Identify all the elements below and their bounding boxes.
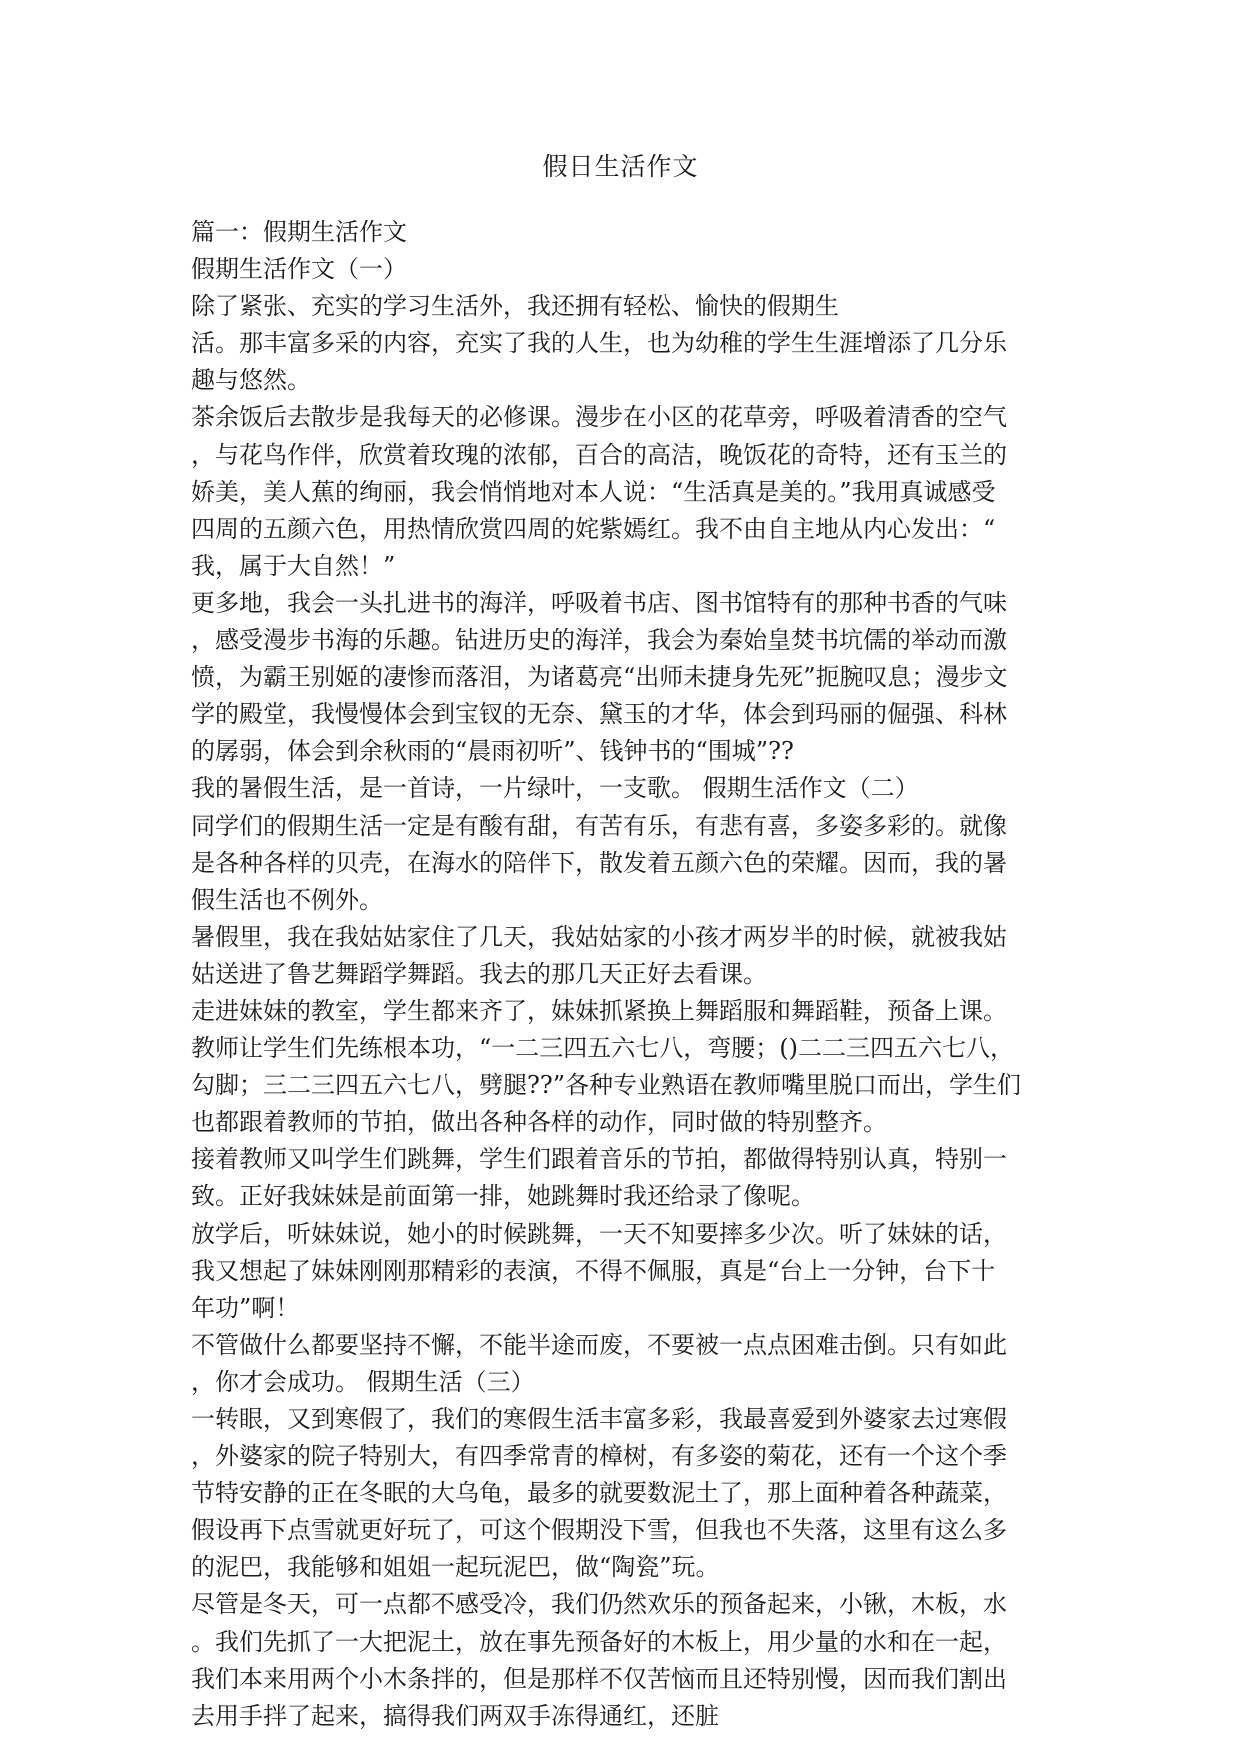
text-line: 除了紧张、充实的学习生活外，我还拥有轻松、愉快的假期生 [191,292,839,321]
text-line: 教师让学生们先练根本功，“一二三四五六七八，弯腰；()二二三四五六七八， [191,1034,1014,1063]
text-line: 我们本来用两个小木条拌的，但是那样不仅苦恼而且还特别慢，因而我们割出 [191,1664,1007,1693]
text-line: 的泥巴，我能够和姐姐一起玩泥巴，做“陶瓷”玩。 [191,1553,720,1582]
document-title: 假日生活作文 [542,152,699,181]
text-line: 年功”啊！ [191,1293,300,1322]
text-line: 是各种各样的贝壳，在海水的陪伴下，散发着五颜六色的荣耀。因而，我的暑 [191,848,1007,877]
text-line: 假期生活作文（一） [191,255,407,284]
text-line: 节特安静的正在冬眠的大乌龟，最多的就要数泥土了，那上面种着各种蔬菜， [191,1479,1007,1508]
text-line: 放学后，听妹妹说，她小的时候跳舞，一天不知要摔多少次。听了妹妹的话， [191,1219,1007,1248]
text-line: 活。那丰富多采的内容，充实了我的人生，也为幼稚的学生生涯增添了几分乐 [191,329,1007,358]
text-line: 不管做什么都要坚持不懈，不能半途而废，不要被一点点困难击倒。只有如此 [191,1330,1007,1359]
text-line: 勾脚；三二三四五六七八，劈腿??”各种专业熟语在教师嘴里脱口而出，学生们 [191,1071,1022,1100]
text-line: 暑假里，我在我姑姑家住了几天，我姑姑家的小孩才两岁半的时候，就被我姑 [191,922,1007,951]
text-line: 我，属于大自然！” [191,551,396,580]
text-line: 致。正好我妹妹是前面第一排，她跳舞时我还给录了像呢。 [191,1182,815,1211]
text-line: 一转眼，又到寒假了，我们的寒假生活丰富多彩，我最喜爱到外婆家去过寒假 [191,1405,1007,1433]
text-line: 接着教师又叫学生们跳舞，学生们跟着音乐的节拍，都做得特别认真，特别一 [191,1145,1007,1174]
text-line: 假设再下点雪就更好玩了，可这个假期没下雪，但我也不失落，这里有这么多 [191,1516,1007,1545]
text-line: 更多地，我会一头扎进书的海洋，呼吸着书店、图书馆特有的那种书香的气味 [191,588,1007,617]
text-line: ，你才会成功。 假期生活（三） [191,1367,535,1396]
text-line: 也都跟着教师的节拍，做出各种各样的动作，同时做的特别整齐。 [191,1108,887,1137]
text-line: 娇美，美人蕉的绚丽，我会悄悄地对本人说：“生活真是美的。”我用真诚感受 [191,477,996,506]
text-line: 篇一：假期生活作文 [191,218,407,246]
text-line: 我又想起了妹妹刚刚那精彩的表演，不得不佩服，真是“台上一分钟，台下十 [191,1256,996,1285]
text-line: 我的暑假生活，是一首诗，一片绿叶，一支歌。 假期生活作文（二） [191,774,919,803]
text-line: 尽管是冬天，可一点都不感受冷，我们仍然欢乐的预备起来，小锹，木板，水 [191,1590,1007,1619]
text-line: 四周的五颜六色，用热情欣赏四周的姹紫嫣红。我不由自主地从内心发出：“ [191,514,996,543]
text-line: ，感受漫步书海的乐趣。钻进历史的海洋，我会为秦始皇焚书坑儒的举动而激 [191,626,1007,655]
text-line: 同学们的假期生活一定是有酸有甜，有苦有乐，有悲有喜，多姿多彩的。就像 [191,811,1007,840]
text-line: 的孱弱，体会到余秋雨的“晨雨初听”、钱钟书的“围城”?? [191,737,794,766]
text-line: 趣与悠然。 [191,366,311,395]
text-line: 学的殿堂，我慢慢体会到宝钗的无奈、黛玉的才华，体会到玛丽的倔强、科林 [191,700,1007,729]
text-line: 假生活也不例外。 [191,885,383,914]
text-line: 去用手拌了起来，搞得我们两双手冻得通红，还脏 [191,1701,719,1730]
text-line: 。我们先抓了一大把泥土，放在事先预备好的木板上，用少量的水和在一起， [191,1627,1007,1656]
text-line: 姑送进了鲁艺舞蹈学舞蹈。我去的那几天正好去看课。 [191,959,767,988]
text-line: 愤，为霸王别姬的凄惨而落泪，为诸葛亮“出师未捷身先死”扼腕叹息；漫步文 [191,663,1008,692]
text-line: ，与花鸟作伴，欣赏着玫瑰的浓郁，百合的高洁，晚饭花的奇特，还有玉兰的 [191,440,1007,469]
text-line: 走进妹妹的教室，学生都来齐了，妹妹抓紧换上舞蹈服和舞蹈鞋，预备上课。 [191,996,1007,1025]
document-body [191,214,1051,1735]
text-line: 茶余饭后去散步是我每天的必修课。漫步在小区的花草旁，呼吸着清香的空气 [191,403,1007,432]
text-line: ，外婆家的院子特别大，有四季常青的樟树，有多姿的菊花，还有一个这个季 [191,1442,1007,1471]
